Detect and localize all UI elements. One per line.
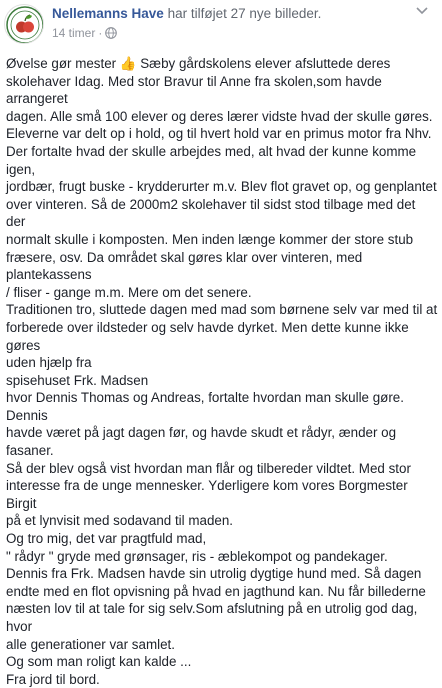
page-name-link[interactable]: Nellemanns Have (52, 6, 164, 21)
post-body-text: Øvelse gør mester 👍 Sæby gårdskolens elever afsluttede deres skolehaver Idag. Med stor Bravur til Anne fra skolen,som havde arrangeret dagen. Alle små 100 elever og deres lærer vidste hvad der skulle gøres. Eleverne var delt op i hold, og til hvert hold var en primus motor fra Nhv. Der fortalte hvad der skulle arbejdes med, alt hvad der kunne komme igen, jordbær, frugt buske - krydderurter m.v. Blev flot gravet op, og genplantet over vinteren. Så de 2000m2 skolehaver til sidst stod tilbage med det der normalt skulle i komposten. Men inden længe kommer der store stub fræsere, osv. Da området skal gøres klar over vinteren, med plantekassens / fliser - gange m.m. Mere om det senere. Traditionen tro, sluttede dagen med mad som børnene selv var med til at forberede over ildsteder og selv havde dyrket. Men dette kunne ikke gøres uden hjælp fra spisehuset Frk. Madsen hvor Dennis Thomas og Andreas, fortalte hvordan man skulle gøre. Dennis havde været på jagt dagen før, og havde skudt et rådyr, ænder og fasaner. Så der blev også vist hvordan man flår og tilbereder vildtet. Med stor interesse fra de unge mennesker. Yderligere kom vores Borgmester Birgit på et lynvisit med sodavand til maden. Og tro mig, det var pragtfuld mad, " rådyr " gryde med grønsager, ris - æblekompot og pandekager. Dennis fra Frk. Madsen havde sin utrolig dygtige hund med. Så dagen endte med en flot opvisning på hvad en jagthund kan. Nu får billederne næsten lov til at tale for sig selv.Som afslutning på en utrolig god dag, hvor alle generationer var samlet. Og som man roligt kan kalde ... Fra jord til bord. (6, 56, 438, 687)
post-action-text: har tilføjet 27 nye billeder. (167, 6, 322, 21)
post-meta (52, 26, 117, 42)
apple-logo-icon (5, 5, 44, 44)
meta-separator: · (98, 26, 103, 40)
page-avatar[interactable] (4, 4, 44, 44)
chevron-down-icon[interactable] (410, 0, 434, 18)
globe-icon[interactable] (105, 27, 117, 42)
header-title-line (52, 6, 321, 21)
post-timestamp[interactable]: 14 timer (52, 26, 96, 40)
post-header (0, 0, 442, 56)
